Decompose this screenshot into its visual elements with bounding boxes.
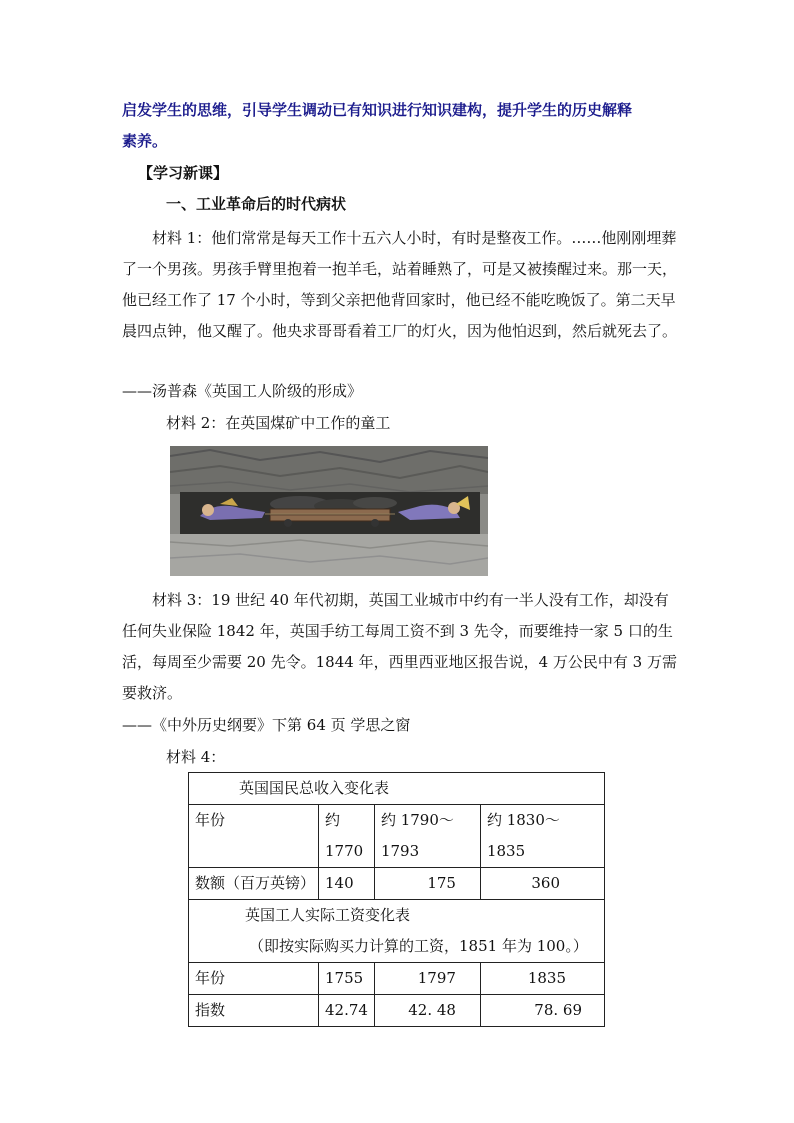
table-cell: 1835 bbox=[480, 963, 604, 995]
wage-table-title: 英国工人实际工资变化表 bbox=[245, 906, 411, 924]
material-2-caption: 材料 2：在英国煤矿中工作的童工 bbox=[166, 414, 391, 432]
table-cell: 78. 69 bbox=[480, 995, 604, 1027]
coal-mine-child-labor-illustration bbox=[170, 446, 488, 576]
statistics-table bbox=[188, 772, 605, 1027]
table-cell: 1797 bbox=[374, 963, 480, 995]
table-cell: 42. 48 bbox=[374, 995, 480, 1027]
wage-table-note: （即按实际购买力计算的工资，1851 年为 100。） bbox=[249, 937, 588, 955]
table-cell: 42.74 bbox=[319, 995, 375, 1027]
table-row bbox=[189, 963, 605, 995]
intro-line-1: 启发学生的思维，引导学生调动已有知识进行知识建构，提升学生的历史解释 bbox=[122, 101, 633, 119]
table-cell: 约 1770 bbox=[319, 805, 375, 868]
table-row bbox=[189, 805, 605, 868]
table-cell: 年份 bbox=[189, 963, 319, 995]
table-row bbox=[189, 995, 605, 1027]
section-heading: 【学习新课】 bbox=[138, 164, 229, 182]
table-cell: 数额（百万英镑） bbox=[189, 868, 319, 900]
intro-line-2: 素养。 bbox=[122, 132, 168, 150]
material-4-label: 材料 4： bbox=[166, 748, 226, 766]
wage-table-header bbox=[189, 900, 605, 963]
material-3-text: 材料 3：19 世纪 40 年代初期，英国工业城市中约有一半人没有工作，却没有任何失业保险 1842 年，英国手纺工每周工资不到 3 先令，而要维持一家 5 口的生活，每周至少需要 20 先令。1844 年，西里西亚地区报告说，4 万公民中有 3 万需要救济。 bbox=[122, 591, 677, 702]
table-cell: 360 bbox=[480, 868, 604, 900]
material-1-text: 材料 1：他们常常是每天工作十五六人小时，有时是整夜工作。……他刚刚埋葬了一个男孩。男孩手臂里抱着一抱羊毛，站着睡熟了，可是又被揍醒过来。那一天，他已经工作了 17 个小时，等到父亲把他背回家时，他已经不能吃晚饭了。第二天早晨四点钟，他又醒了。他央求哥哥看着工厂的灯火，因为他怕迟到，然后就死去了。 bbox=[122, 229, 678, 340]
table-cell: 约 1830～1835 bbox=[480, 805, 604, 868]
table-cell: 175 bbox=[374, 868, 480, 900]
subheading: 一、工业革命后的时代病状 bbox=[166, 195, 347, 213]
table-row bbox=[189, 773, 605, 805]
table-row bbox=[189, 900, 605, 963]
table-cell: 约 1790～ 1793 bbox=[374, 805, 480, 868]
table-cell: 140 bbox=[319, 868, 375, 900]
table-cell: 1755 bbox=[319, 963, 375, 995]
table-cell: 指数 bbox=[189, 995, 319, 1027]
material-3-source: ——《中外历史纲要》下第 64 页 学思之窗 bbox=[122, 716, 411, 734]
income-table-title: 英国国民总收入变化表 bbox=[189, 773, 605, 805]
table-cell: 年份 bbox=[189, 805, 319, 868]
material-1-source: ——汤普森《英国工人阶级的形成》 bbox=[122, 382, 363, 400]
table-row bbox=[189, 868, 605, 900]
